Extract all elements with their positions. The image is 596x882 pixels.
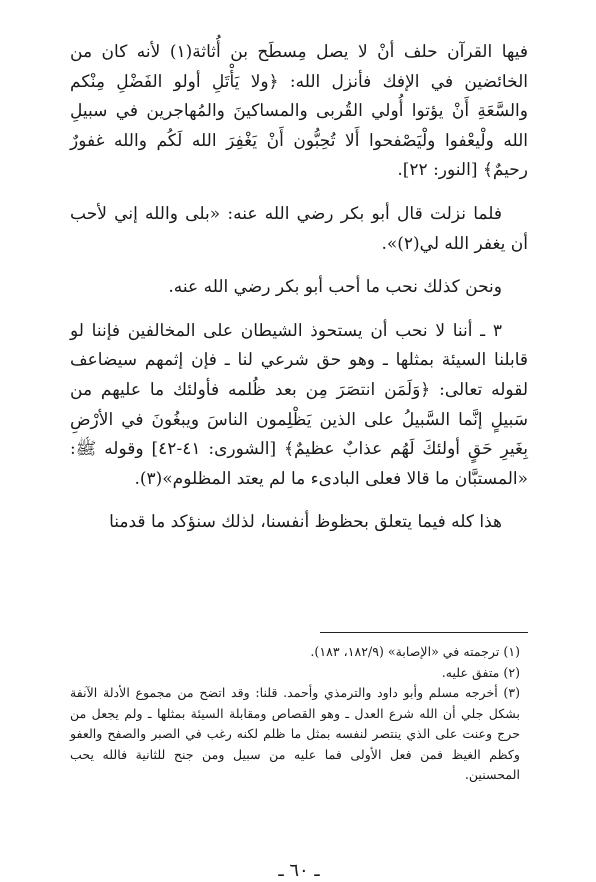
footnote-2: (٢) متفق عليه. (441, 664, 520, 680)
paragraph-1: فيها القرآن حلف أنْ لا يصل مِسطَح بن أُثاثة(١) لأنه كان من الخائضين في الإفك فأنزل الله: ﴿ولا يَأْتَلِ أولو الفَضْلِ مِنْكم والسَّعَةِ أَنْ يؤتوا أُولي القُربى والمساكينَ والمُهاجرين في سبيلِ الله ولْيعْفوا ولْيَصْفحوا أَلا تُحِبُّون أَنْ يَغْفِرَ الله لَكُم والله غفورٌ رحيمٌ﴾ [النور: ٢٢]. (70, 42, 528, 181)
paragraph-4: ٣ ـ أننا لا نحب أن يستحوذ الشيطان على المخالفين فإننا لو قابلنا السيئة بمثلها ـ وهو حق شرعي لنا ـ فإن إثمهم سيضاعف لقوله تعالى: ﴿وَلَمَن انتصَرَ مِن بعد ظُلمه فأولئك ما عليهم من سَبيلٍ إنَّما السَّبيلُ على الذين يَظْلِمون الناسَ ويبغُونَ في الأرْضِ بِغَيرِ حَقٍ أولئكَ لَهُم عذابٌ عظيمٌ﴾ [الشورى: ٤١-٤٢] وقوله ﷺ: «المستبَّان ما قالا فعلى البادىء ما لم يعتد المظلوم»(٣). (70, 320, 528, 489)
footnote-1: (١) ترجمته في «الإصابة» (١٨٢/٩، ١٨٣). (310, 644, 520, 659)
paragraph-3: ونحن كذلك نحب ما أحب أبو بكر رضي الله عنه. (168, 277, 502, 298)
main-text (70, 38, 528, 538)
book-page (70, 38, 528, 881)
page-number: ـ ٦٠ ـ (278, 860, 320, 881)
footnote-3: (٣) أخرجه مسلم وأبو داود والترمذي وأحمد. قلنا: وقد اتضح من مجموع الأدلة الآنفة بشكل جلي أن الله شرع العدل ـ وهو القصاص ومقابلة السيئة بمثلها ـ ولم يجعل من حرج وعنت على الذي ينتصر لنفسه بمثل ما ظلم لكنه رغب في الصبر والصفح والعفو وكظم الغيظ فمن فعل الأولى فما عليه من سبيل ومن جنح للثانية فالله يحب المحسنين. (70, 685, 520, 782)
paragraph-2: فلما نزلت قال أبو بكر رضي الله عنه: «بلى والله إني لأحب أن يغفر الله لي(٢)». (70, 203, 528, 254)
paragraph-5: هذا كله فيما يتعلق بحظوظ أنفسنا، لذلك سنؤكد ما قدمنا (109, 512, 502, 533)
footnote-separator (320, 632, 528, 633)
footnotes (70, 642, 528, 786)
